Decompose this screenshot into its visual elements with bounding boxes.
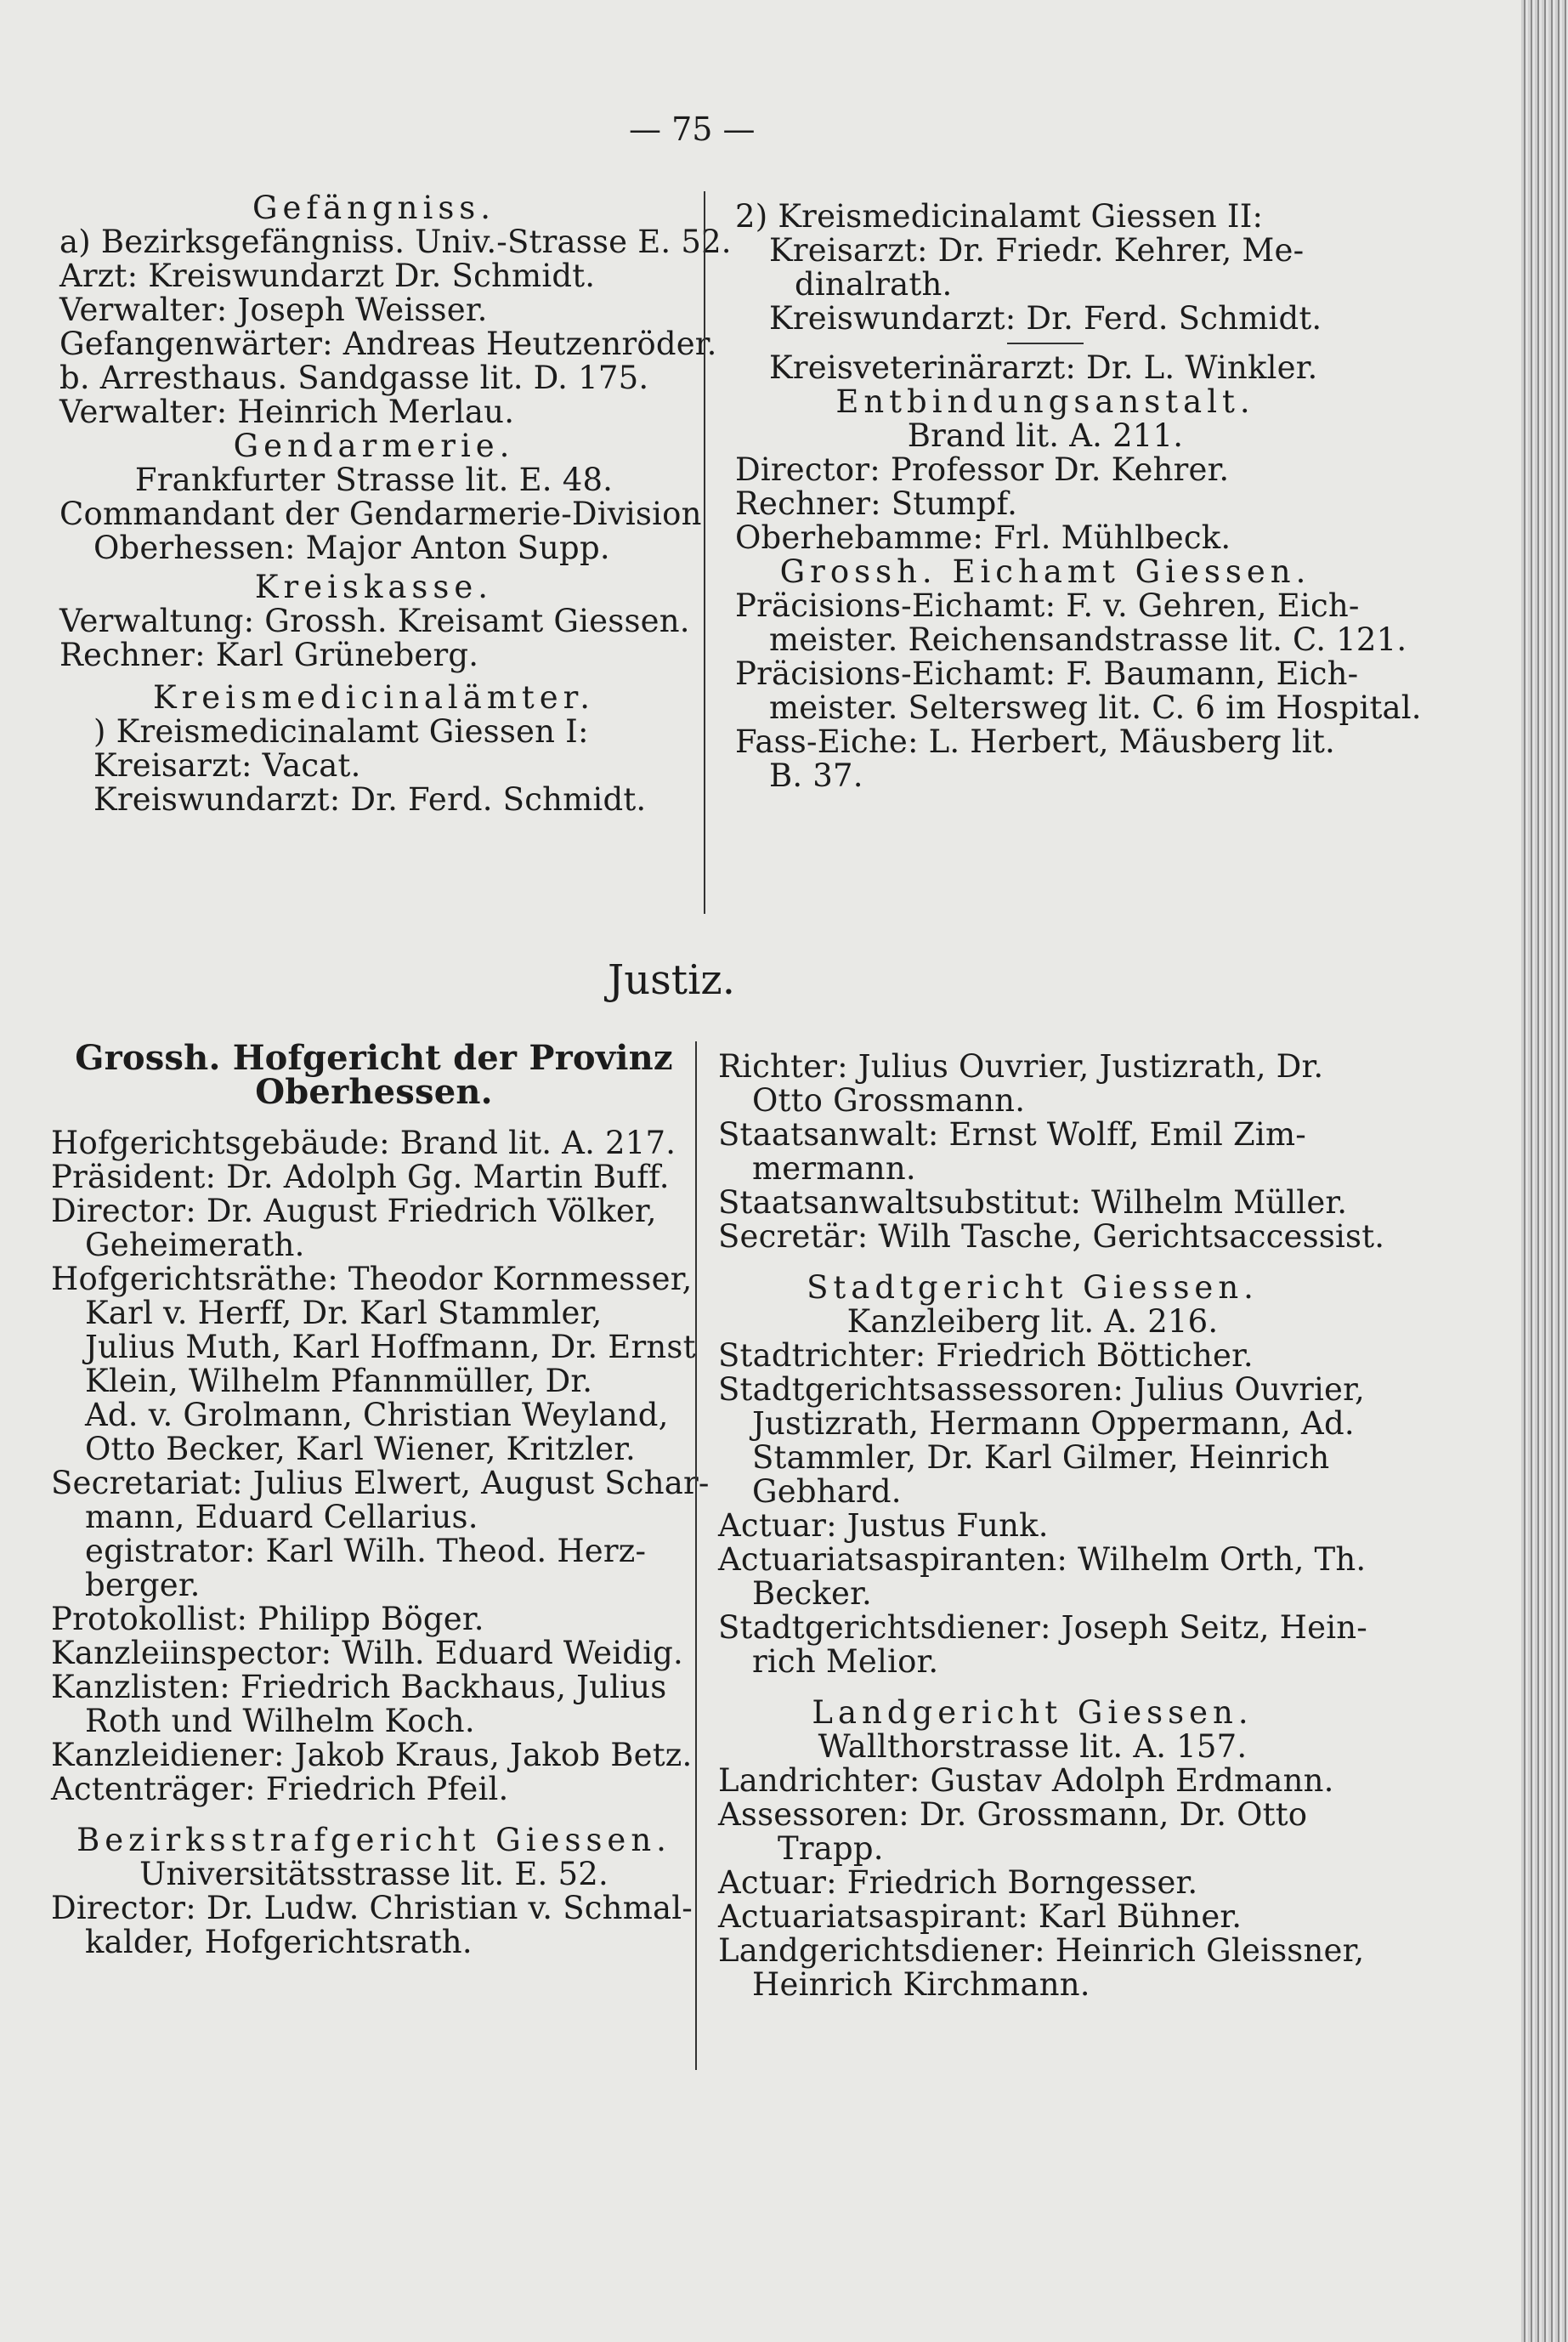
upper-right-column <box>735 198 1422 794</box>
text-line: Kanzleiberg lit. A. 216. <box>846 1303 1219 1340</box>
text-line: Hofgerichtsgebäude: Brand lit. A. 217. <box>51 1125 676 1161</box>
text-line: Stammler, Dr. Karl Gilmer, Heinrich <box>752 1439 1330 1476</box>
text-line: kalder, Hofgerichtsrath. <box>85 1924 473 1960</box>
eichamt-heading: Grossh. Eichamt Giessen. <box>779 553 1311 590</box>
text-line: Secretär: Wilh Tasche, Gerichtsaccessist. <box>718 1218 1385 1255</box>
landgericht-heading: Landgericht Giessen. <box>812 1694 1254 1731</box>
text-line: Hofgerichtsräthe: Theodor Kornmesser, <box>51 1261 693 1297</box>
kreismedicinal-heading: Kreismedicinalämter. <box>152 679 596 716</box>
text-line: Roth und Wilhelm Koch. <box>85 1703 475 1739</box>
text-line: Otto Becker, Karl Wiener, Kritzler. <box>85 1431 636 1467</box>
text-line: Klein, Wilhelm Pfannmüller, Dr. <box>85 1363 593 1399</box>
text-line: Kreisarzt: Dr. Friedr. Kehrer, Me- <box>769 232 1305 269</box>
gendarmerie-heading: Gendarmerie. <box>233 428 515 464</box>
text-line: Kreiswundarzt: Dr. Ferd. Schmidt. <box>769 300 1322 337</box>
text-line: Actuariatsaspiranten: Wilhelm Orth, Th. <box>718 1541 1367 1578</box>
text-line: Landrichter: Gustav Adolph Erdmann. <box>718 1762 1334 1799</box>
text-line: Rechner: Stumpf. <box>735 485 1018 522</box>
text-line: Becker. <box>752 1575 872 1612</box>
text-line: Staatsanwalt: Ernst Wolff, Emil Zim- <box>718 1116 1306 1153</box>
text-line: mann, Eduard Cellarius. <box>85 1499 478 1535</box>
page-edge <box>1521 0 1568 2342</box>
text-line: Rechner: Karl Grüneberg. <box>59 637 479 673</box>
text-line: Actenträger: Friedrich Pfeil. <box>51 1771 509 1807</box>
hofgericht-heading: Grossh. Hofgericht der Provinz <box>75 1038 673 1078</box>
text-line: dinalrath. <box>795 266 953 303</box>
text-line: Justizrath, Hermann Oppermann, Ad. <box>752 1405 1355 1442</box>
text-line: Wallthorstrasse lit. A. 157. <box>818 1728 1248 1765</box>
text-line: Assessoren: Dr. Grossmann, Dr. Otto <box>718 1796 1308 1833</box>
text-line: Kanzlisten: Friedrich Backhaus, Julius <box>51 1669 667 1705</box>
text-line: Kanzleidiener: Jakob Kraus, Jakob Betz. <box>51 1737 693 1773</box>
text-line: Gebhard. <box>752 1473 902 1510</box>
text-line: B. 37. <box>769 757 863 794</box>
text-line: Stadtrichter: Friedrich Bötticher. <box>718 1337 1254 1374</box>
text-line: Gefangenwärter: Andreas Heutzenröder. <box>59 326 717 362</box>
gefangniss-heading: Gefängniss. <box>252 190 496 226</box>
text-line: Präcisions-Eichamt: F. v. Gehren, Eich- <box>735 587 1360 624</box>
text-line: Präsident: Dr. Adolph Gg. Martin Buff. <box>51 1159 670 1195</box>
text-line: Kanzleiinspector: Wilh. Eduard Weidig. <box>51 1635 684 1671</box>
text-line: Secretariat: Julius Elwert, August Schar- <box>51 1465 710 1501</box>
hofgericht-heading-2: Oberhessen. <box>255 1072 493 1112</box>
lower-left-column <box>51 1038 710 1960</box>
text-line: Arzt: Kreiswundarzt Dr. Schmidt. <box>59 258 596 294</box>
text-line: Director: Dr. August Friedrich Völker, <box>51 1193 657 1229</box>
column-divider <box>695 1041 697 2070</box>
text-line: Kreisarzt: Vacat. <box>93 747 361 784</box>
text-line: Actuar: Justus Funk. <box>718 1507 1049 1544</box>
text-line: Stadtgerichtsassessoren: Julius Ouvrier, <box>718 1371 1365 1408</box>
text-line: Karl v. Herff, Dr. Karl Stammler, <box>85 1295 603 1331</box>
text-line: Verwalter: Joseph Weisser. <box>59 292 488 328</box>
text-line: Heinrich Kirchmann. <box>752 1966 1090 2003</box>
text-line: 2) Kreismedicinalamt Giessen II: <box>735 198 1264 235</box>
text-line: mermann. <box>752 1150 916 1187</box>
text-line: Landgerichtsdiener: Heinrich Gleissner, <box>718 1932 1365 1969</box>
text-line: meister. Seltersweg lit. C. 6 im Hospital. <box>769 689 1422 726</box>
text-line: Oberhebamme: Frl. Mühlbeck. <box>735 519 1231 556</box>
text-line: Richter: Julius Ouvrier, Justizrath, Dr. <box>718 1048 1324 1085</box>
text-line: Oberhessen: Major Anton Supp. <box>93 530 610 566</box>
text-line: Director: Dr. Ludw. Christian v. Schmal- <box>51 1890 693 1926</box>
text-line: Director: Professor Dr. Kehrer. <box>735 451 1230 488</box>
text-line: Commandant der Gendarmerie-Division <box>59 496 702 532</box>
text-line: Universitätsstrasse lit. E. 52. <box>139 1856 609 1892</box>
text-line: Brand lit. A. 211. <box>907 417 1184 454</box>
text-line: Staatsanwaltsubstitut: Wilhelm Müller. <box>718 1184 1348 1221</box>
text-line: egistrator: Karl Wilh. Theod. Herz- <box>85 1533 647 1569</box>
column-divider <box>704 191 705 914</box>
text-line: Fass-Eiche: L. Herbert, Mäusberg lit. <box>735 723 1335 760</box>
text-line: Actuar: Friedrich Borngesser. <box>718 1864 1198 1901</box>
text-line: Geheimerath. <box>85 1227 305 1263</box>
separator <box>1007 343 1084 344</box>
text-line: Präcisions-Eichamt: F. Baumann, Eich- <box>735 655 1359 692</box>
page-number: — 75 — <box>629 111 756 148</box>
bezirksstrafgericht-heading: Bezirksstrafgericht Giessen. <box>76 1822 671 1858</box>
section-heading-justiz: Justiz. <box>608 956 735 1004</box>
stadtgericht-heading: Stadtgericht Giessen. <box>807 1269 1259 1306</box>
kreiskasse-heading: Kreiskasse. <box>254 569 494 605</box>
text-line: Ad. v. Grolmann, Christian Weyland, <box>85 1397 669 1433</box>
text-line: Stadtgerichtsdiener: Joseph Seitz, Hein- <box>718 1609 1367 1646</box>
text-line: Julius Muth, Karl Hoffmann, Dr. Ernst <box>85 1329 696 1365</box>
text-line: Otto Grossmann. <box>752 1082 1026 1119</box>
text-line: Verwaltung: Grossh. Kreisamt Giessen. <box>59 603 690 639</box>
text-line: b. Arresthaus. Sandgasse lit. D. 175. <box>59 360 649 396</box>
text-line: a) Bezirksgefängniss. Univ.-Strasse E. 52. <box>59 224 732 260</box>
text-line: berger. <box>85 1567 201 1603</box>
text-line: Verwalter: Heinrich Merlau. <box>59 394 515 430</box>
upper-left-column <box>59 190 732 818</box>
text-line: Frankfurter Strasse lit. E. 48. <box>134 462 614 498</box>
text-line: ) Kreismedicinalamt Giessen I: <box>93 713 589 750</box>
text-line: Trapp. <box>778 1830 884 1867</box>
entbindung-heading: Entbindungsanstalt. <box>835 383 1255 420</box>
text-line: Kreisveterinärarzt: Dr. L. Winkler. <box>769 349 1318 386</box>
lower-right-column <box>718 1048 1385 2003</box>
text-line: rich Melior. <box>752 1643 939 1680</box>
text-line: Kreiswundarzt: Dr. Ferd. Schmidt. <box>93 781 647 818</box>
text-line: Actuariatsaspirant: Karl Bühner. <box>718 1898 1243 1935</box>
text-line: Protokollist: Philipp Böger. <box>51 1601 484 1637</box>
text-line: meister. Reichensandstrasse lit. C. 121. <box>769 621 1407 658</box>
